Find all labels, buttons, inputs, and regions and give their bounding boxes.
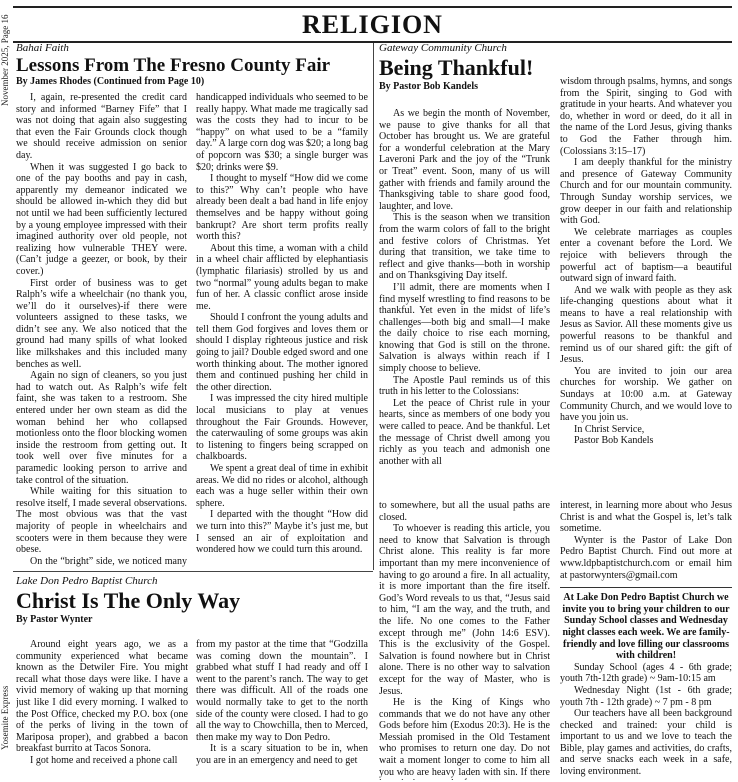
article3-byline: By Pastor Wynter: [16, 613, 93, 625]
article2-byline: By Pastor Bob Kandels: [379, 80, 478, 92]
page-folio: November 2025, Page 16: [0, 14, 10, 106]
column-divider: [373, 43, 374, 570]
article2-paragraph: And we walk with people as they ask life-changing questions about what it means to have a real relationship with Jesus as Savior. All these moments give us powerful reasons to be thankful and remind us of our shared gift: the gift of Jesus.: [560, 284, 732, 366]
article1-paragraph: I, again, re-presented the credit card story and informed “Barney Fife” that I was not doing that again also suggesting that even the Fair Grounds clock though we should receive admission on senior day.: [16, 92, 187, 161]
article1-paragraph: Again no sign of cleaners, so you just had to watch out. As Ralph’s wife felt faint, she was taken to a restroom. She entered under her own steam as did the woman behind her who collapsed motionless onto the floor blocking women inside the restroom from getting out. It took well over five minutes for a paramedic looking person to arrive and take control of the situation.: [16, 370, 187, 486]
publication-name: Yosemite Express: [0, 685, 10, 750]
article1-header: [16, 43, 368, 87]
article1-paragraph: First order of business was to get Ralph’s wife a wheelchair (no thank you, we’ll do it ourselves)-if there were volunteers assigned to these tasks, we didn’t see any. We also noticed that the ground had many spills of what looked like milkshakes and this included many benches as well.: [16, 277, 187, 370]
article3-paragraph: to somewhere, but all the usual paths are closed.: [379, 500, 550, 523]
box-schedule-item: Wednesday Night (1st - 6th grade; youth 7th - 12th grade) ~ 7 pm - 8 pm: [560, 684, 732, 708]
article1-paragraph: While waiting for this situation to resolve itself, I made several observations. The most obvious was that the vast majority of people in wheelchairs and scooters were in them because they were obese.: [16, 486, 187, 556]
article2-signoff: Pastor Bob Kandels: [574, 435, 654, 447]
section-banner: [13, 6, 732, 43]
article3-paragraph: from my pastor at the time that “Godzilla was coming down the mountain”. I grabbed what stuff I had ready and off I went to the parent’s ranch. The way to get there was difficult. All of the roads one would normally take to get to the north side of the county were closed. I had to go all the way to Chowchilla, then to Merced, then make my way to Don Pedro.: [196, 639, 368, 743]
article2-paragraph: You are invited to join our area churches for worship. We gather on Sundays at 10:00 a.m. at Gateway Community Church, and we would love to have you join us.: [560, 365, 732, 424]
box-schedule-item: Sunday School (ages 4 - 6th grade; youth 7th-12th grade) ~ 9am-10:15 am: [560, 661, 732, 685]
article2-paragraph: Let the peace of Christ rule in your hearts, since as members of one body you were called to peace. And be thankful. Let the message of Christ dwell among you richly as you teach and admonish one another with all: [379, 397, 550, 467]
article1-column-2: [196, 92, 368, 567]
article2-paragraph: I am deeply thankful for the ministry and presence of Gateway Community Church and for our mountain community. Through Sunday worship services, we grow deeper in our faith and relationship with God.: [560, 157, 732, 227]
article3-column-3: [379, 500, 550, 780]
article3-paragraph: Wynter is the Pastor of Lake Don Pedro Baptist Church. Find out more at www.ldpbaptistchurch.com or email him at pastorwynters@gmail.com: [560, 534, 732, 581]
article2-column-2: [560, 76, 732, 496]
children-classes-box: [560, 587, 732, 778]
article1-paragraph: I was impressed the city hired multiple local musicians to play at venues throughout the Fair Grounds. However, the caterwauling of some groups was akin to listening to fingers being scrapped on chalkboards.: [196, 393, 368, 463]
article3-headline: Christ Is The Only Way: [16, 587, 241, 613]
article2-paragraph: This is the season when we transition from the warm colors of fall to the bright and festive colors of Christmas. Yet during that transition, we take time to reflect and give thanks—both in worship and on Thanksgiving Day itself.: [379, 212, 550, 282]
article1-paragraph: About this time, a woman with a child in a wheel chair afflicted by elephantiasis (lymphatic filariasis) strolled by us and two “normal” young adults began to make fun of her. A classic conflict arose inside me.: [196, 242, 368, 312]
article3-column-1: [16, 639, 188, 779]
article1-byline: By James Rhodes (Continued from Page 10): [16, 75, 205, 87]
article1-paragraph: I thought to myself “How did we come to this?” Why can’t people who have already been dealt a bad hand in life enjoy themselves and be happy without going bankrupt? Are short term profits really worth this?: [196, 173, 368, 243]
article2-signoff: In Christ Service,: [574, 423, 645, 435]
article3-paragraph: Around eight years ago, we as a community experienced what became known as the Detwiler Fire. You might recall what those days were like. I have a vivid memory of waking up that morning just like I did every morning. I walked to the Post Office, checked my P.O. box (one of the perks of living in the town of Mariposa proper), and grabbed a bacon breakfast burrito at Tacos Sonora.: [16, 639, 188, 755]
article2-column-1: [379, 104, 550, 504]
article2-paragraph: The Apostle Paul reminds us of this truth in his letter to the Colossians:: [379, 374, 550, 398]
article3-paragraph: It is a scary situation to be in, when you are in an emergency and need to get: [196, 743, 368, 766]
article2-paragraph: I’ll admit, there are moments when I find myself wrestling to find reasons to be thankful. Yet even in the midst of life’s challenges—both big and small—I make the daily choice to rise each morning, knowing that God is still on the throne. Salvation is always within reach if I simply choose to believe.: [379, 281, 550, 375]
article1-kicker: Bahai Faith: [16, 42, 69, 54]
article1-paragraph: We spent a great deal of time in exhibit areas. We did no rides or alcohol, although each was a huge seller within their own sphere.: [196, 463, 368, 509]
article2-kicker: Gateway Community Church: [379, 42, 507, 54]
article3-header: [16, 576, 368, 625]
article1-headline: Lessons From The Fresno County Fair: [16, 54, 331, 76]
article1-paragraph: On the “bright” side, we noticed many: [30, 555, 187, 567]
section-title: RELIGION: [302, 9, 443, 39]
article3-paragraph: To whoever is reading this article, you need to know that Salvation is through Christ alone. This reality is far more important than my mere inconvenience of having to go around a fire. In all actuality, it is more important than the fire itself. God’s Word reveals to us that, “Jesus said to him, “I am the way, and the truth, and the life. No one comes to the Father except through me” (John 14:6 ESV). This is the exclusivity of the Gospel. Salvation is found nowhere but in Christ alone. There is no other way to salvation except for the way of Master, who is Jesus.: [379, 523, 550, 697]
article2-headline: Being Thankful!: [379, 54, 534, 80]
article3-paragraph: He is the King of Kings who commands that we do not have any other Gods before him (Exodus 20:3). He is the Messiah promised in the Old Testament who promises to return one day. Do not wait a moment longer to come to him all you who are heavy laden with sin. If there: [379, 697, 550, 778]
article3-column-2: [196, 639, 368, 779]
article2-paragraph: As we begin the month of November, we pause to give thanks for all that October has brought us. We are grateful for a wonderful celebration at the Mary Laveroni Park and the joy of the “Trunk or Treat” event. Soon, many of us will gather with friends and family around the Thanksgiving table to share good food, laughter, and love.: [379, 108, 550, 212]
box-lead: At Lake Don Pedro Baptist Church we invite you to bring your children to our Sunday School classes and Wednesday night classes each week. We are family-friendly and love filling our classrooms with children!: [562, 592, 730, 662]
article3-column-4: [560, 500, 732, 780]
article1-column-1: [16, 92, 187, 567]
article1-paragraph: handicapped individuals who seemed to be really happy. What made me tragically sad was the costs they had to incur to be “happy” on what used to be a “family day.” A large corn dog was $20; a long bag of popcorn was $30; a single burger was $20; drinks were $9.: [196, 92, 368, 173]
article1-paragraph: I departed with the thought “How did we turn into this?” Maybe it’s just me, but I sensed an air of exploitation and wondered how we could turn this around.: [196, 509, 368, 556]
article1-paragraph: Should I confront the young adults and tell them God forgives and loves them or should I display righteous justice and risk going to jail? Double edged sword and one worth thinking about. The mother ignored them and continued pushing her child in the other direction.: [196, 312, 368, 393]
article2-paragraph: wisdom through psalms, hymns, and songs from the Spirit, singing to God with gratitude in your hearts. And whatever you do, whether in word or deed, do it all in the name of the Lord Jesus, giving thanks to God the Father through him. (Colossians 3:15–17): [560, 76, 732, 157]
article3-kicker: Lake Don Pedro Baptist Church: [16, 575, 158, 587]
story-divider: [13, 571, 373, 572]
article3-paragraph: I got home and received a phone call: [30, 754, 178, 766]
article2-paragraph: We celebrate marriages as couples enter a covenant before the Lord. We rejoice with believers through the powerful act of baptism—a beautiful outward sign of inward faith.: [560, 226, 732, 285]
box-closing: Our teachers have all been background checked and trained: your child is important to us and we love to teach the Bible, play games and activities, do crafts, and serve snacks each week in a safe, loving environment.: [560, 708, 732, 778]
article3-paragraph: interest, in learning more about who Jesus Christ is and what the Gospel is, let’s talk sometime.: [560, 500, 732, 535]
article1-paragraph: When it was suggested I go back to one of the pay booths and pay in cash, apparently my demeanor indicated we should be allowed in-which they did but not until we had been sufficiently lectured by a young employee impressed with their imagined authority over old people, not realizing how vulnerable THEY were. (Can’t judge a geezer, or book, by their cover.): [16, 161, 187, 277]
